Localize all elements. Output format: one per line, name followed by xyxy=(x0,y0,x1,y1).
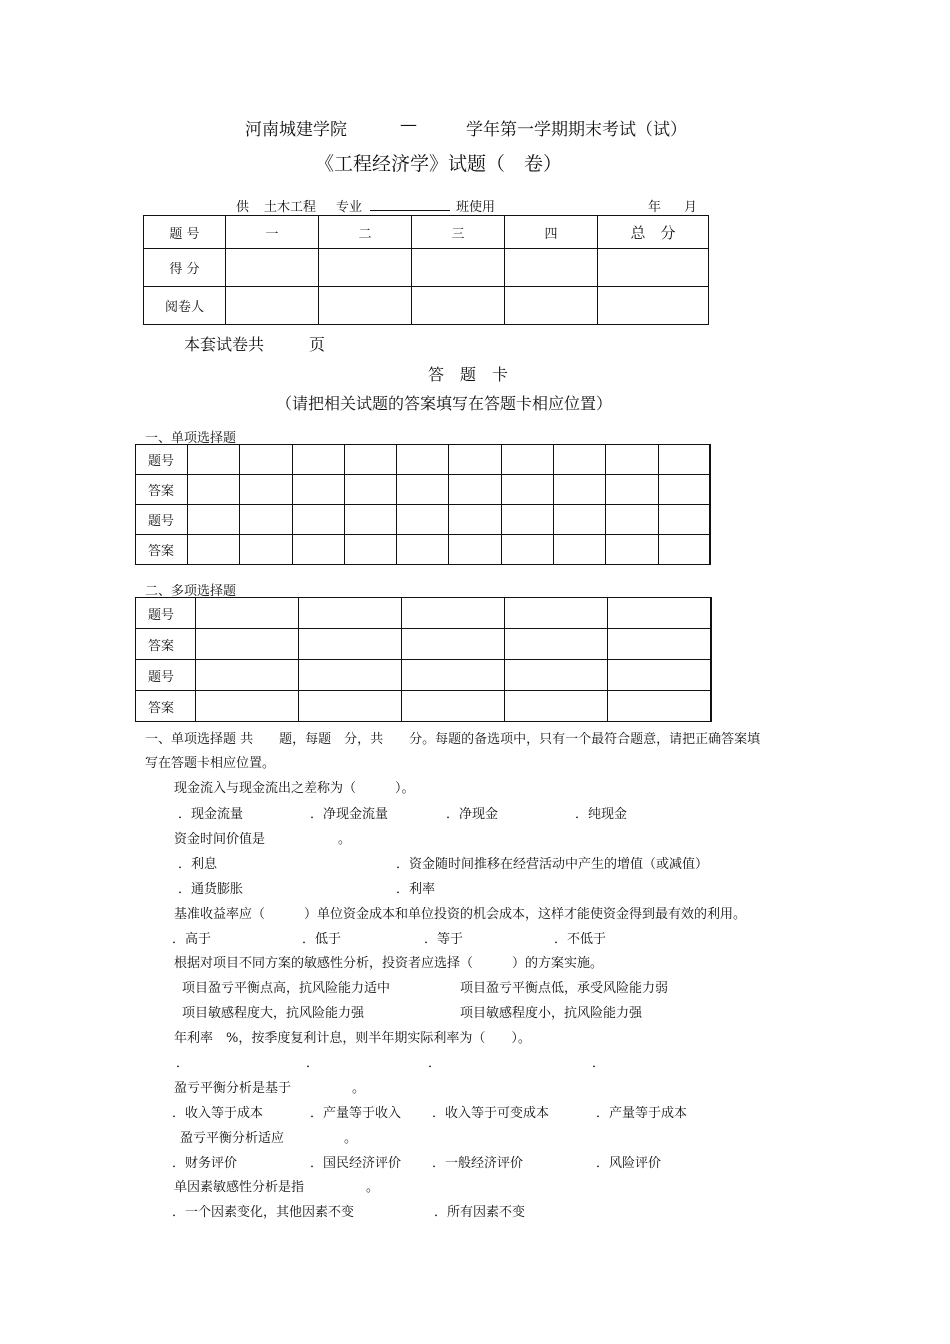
s2-row-no: 题号 xyxy=(136,598,196,629)
score-cell xyxy=(505,249,598,287)
answer-card-subtitle: （请把相关试题的答案填写在答题卡相应位置） xyxy=(276,394,613,413)
q4-option-d: 项目敏感程度小，抗风险能力强 xyxy=(460,1006,643,1021)
q8-stem: 单因素敏感性分析是指 xyxy=(174,1180,305,1195)
q5-option-a: ． xyxy=(176,1056,190,1071)
usage-prefix: 供 xyxy=(236,200,250,215)
instructions-line2: 写在答题卡相应位置。 xyxy=(145,756,276,771)
section2-title: 二、多项选择题 xyxy=(145,584,237,599)
q6-option-c: ．收入等于可变成本 xyxy=(432,1106,550,1121)
section1-title: 一、单项选择题 xyxy=(145,431,237,446)
class-label: 班使用 xyxy=(456,200,496,215)
q6-stem-end: 。 xyxy=(352,1081,366,1096)
s1-row-answer: 答案 xyxy=(136,475,188,505)
q6-option-d: ．产量等于成本 xyxy=(596,1106,688,1121)
header-question-no: 题 号 xyxy=(144,216,226,249)
q7-option-c: ．一般经济评价 xyxy=(432,1156,524,1171)
q1-option-b: ．净现金流量 xyxy=(310,807,389,822)
q3-option-c: ．等于 xyxy=(424,932,464,947)
q7-option-a: ．财务评价 xyxy=(172,1156,238,1171)
q1-option-a: ．现金流量 xyxy=(178,807,244,822)
school-name: 河南城建学院 xyxy=(245,120,347,140)
q3-option-d: ．不低于 xyxy=(554,932,607,947)
q7-stem: 盈亏平衡分析适应 xyxy=(180,1131,285,1146)
row-score: 得 分 xyxy=(144,249,226,287)
score-cell xyxy=(412,249,505,287)
q4-option-b: 项目盈亏平衡点低，承受风险能力弱 xyxy=(460,981,669,996)
q1-option-c: ．净现金 xyxy=(446,807,499,822)
q5-option-c: ． xyxy=(428,1056,442,1071)
month-label: 月 xyxy=(684,200,698,215)
score-table xyxy=(143,215,709,325)
q5-stem: 年利率 %，按季度复利计息，则半年期实际利率为（ ）。 xyxy=(174,1031,531,1046)
s1-row-no: 题号 xyxy=(136,445,188,475)
q2-option-d: ．利率 xyxy=(396,882,436,897)
q8-option-b: ．所有因素不变 xyxy=(434,1205,526,1220)
header-total: 总 分 xyxy=(598,216,709,249)
q2-option-c: ．通货膨胀 xyxy=(178,882,244,897)
single-choice-card xyxy=(135,444,711,565)
q2-stem-end: 。 xyxy=(338,832,352,847)
header-4: 四 xyxy=(505,216,598,249)
q5-option-d: ． xyxy=(592,1056,606,1071)
header-3: 三 xyxy=(412,216,505,249)
grader-cell xyxy=(412,287,505,325)
s1-row-no: 题号 xyxy=(136,505,188,535)
q1-stem: 现金流入与现金流出之差称为（ ）。 xyxy=(174,781,415,796)
class-blank xyxy=(370,210,450,211)
s2-row-answer: 答案 xyxy=(136,629,196,660)
q3-stem: 基准收益率应（ ）单位资金成本和单位投资的机会成本，这样才能使资金得到最有效的利用。 xyxy=(174,907,747,922)
score-cell xyxy=(598,249,709,287)
q8-option-a: ．一个因素变化，其他因素不变 xyxy=(172,1205,355,1220)
year-dash: — xyxy=(400,115,417,135)
major-field xyxy=(253,196,327,216)
grader-cell xyxy=(319,287,412,325)
q2-stem: 资金时间价值是 xyxy=(174,832,266,847)
multi-choice-card xyxy=(135,597,712,722)
s2-row-answer: 答案 xyxy=(136,691,196,722)
score-cell xyxy=(319,249,412,287)
q3-option-a: ．高于 xyxy=(172,932,212,947)
q4-stem: 根据对项目不同方案的敏感性分析，投资者应选择（ ）的方案实施。 xyxy=(174,956,604,971)
q7-option-b: ．国民经济评价 xyxy=(310,1156,402,1171)
header-2: 二 xyxy=(319,216,412,249)
major-label: 专业 xyxy=(336,200,363,215)
q3-option-b: ．低于 xyxy=(302,932,342,947)
semester-title: 学年第一学期期末考试（试） xyxy=(466,120,687,140)
q8-stem-end: 。 xyxy=(366,1180,380,1195)
year-label: 年 xyxy=(648,200,662,215)
instructions-line1: 一、单项选择题 共 题，每题 分，共 分。每题的备选项中，只有一个最符合题意，请把正确答案填 xyxy=(145,732,761,747)
q2-option-a: ．利息 xyxy=(178,857,218,872)
s2-row-no: 题号 xyxy=(136,660,196,691)
q6-stem: 盈亏平衡分析是基于 xyxy=(174,1081,292,1096)
major-value: 土木工程 xyxy=(253,196,327,216)
exam-title: 《工程经济学》试题（ 卷） xyxy=(315,153,563,175)
q6-option-b: ．产量等于收入 xyxy=(310,1106,402,1121)
grader-cell xyxy=(226,287,319,325)
s1-row-answer: 答案 xyxy=(136,535,188,565)
q2-option-b: ．资金随时间推移在经营活动中产生的增值（或减值） xyxy=(396,857,709,872)
header-1: 一 xyxy=(226,216,319,249)
q4-option-a: 项目盈亏平衡点高，抗风险能力适中 xyxy=(182,981,391,996)
page-count-suffix: 页 xyxy=(309,335,326,354)
q5-option-b: ． xyxy=(306,1056,320,1071)
row-grader: 阅卷人 xyxy=(144,287,226,325)
q4-option-c: 项目敏感程度大，抗风险能力强 xyxy=(182,1006,365,1021)
q6-option-a: ．收入等于成本 xyxy=(172,1106,264,1121)
answer-card-title: 答 题 卡 xyxy=(428,365,509,384)
q7-option-d: ．风险评价 xyxy=(596,1156,662,1171)
score-cell xyxy=(226,249,319,287)
grader-cell xyxy=(598,287,709,325)
q1-option-d: ．纯现金 xyxy=(575,807,628,822)
grader-cell xyxy=(505,287,598,325)
q7-stem-end: 。 xyxy=(344,1131,358,1146)
page-count-prefix: 本套试卷共 xyxy=(184,335,265,354)
